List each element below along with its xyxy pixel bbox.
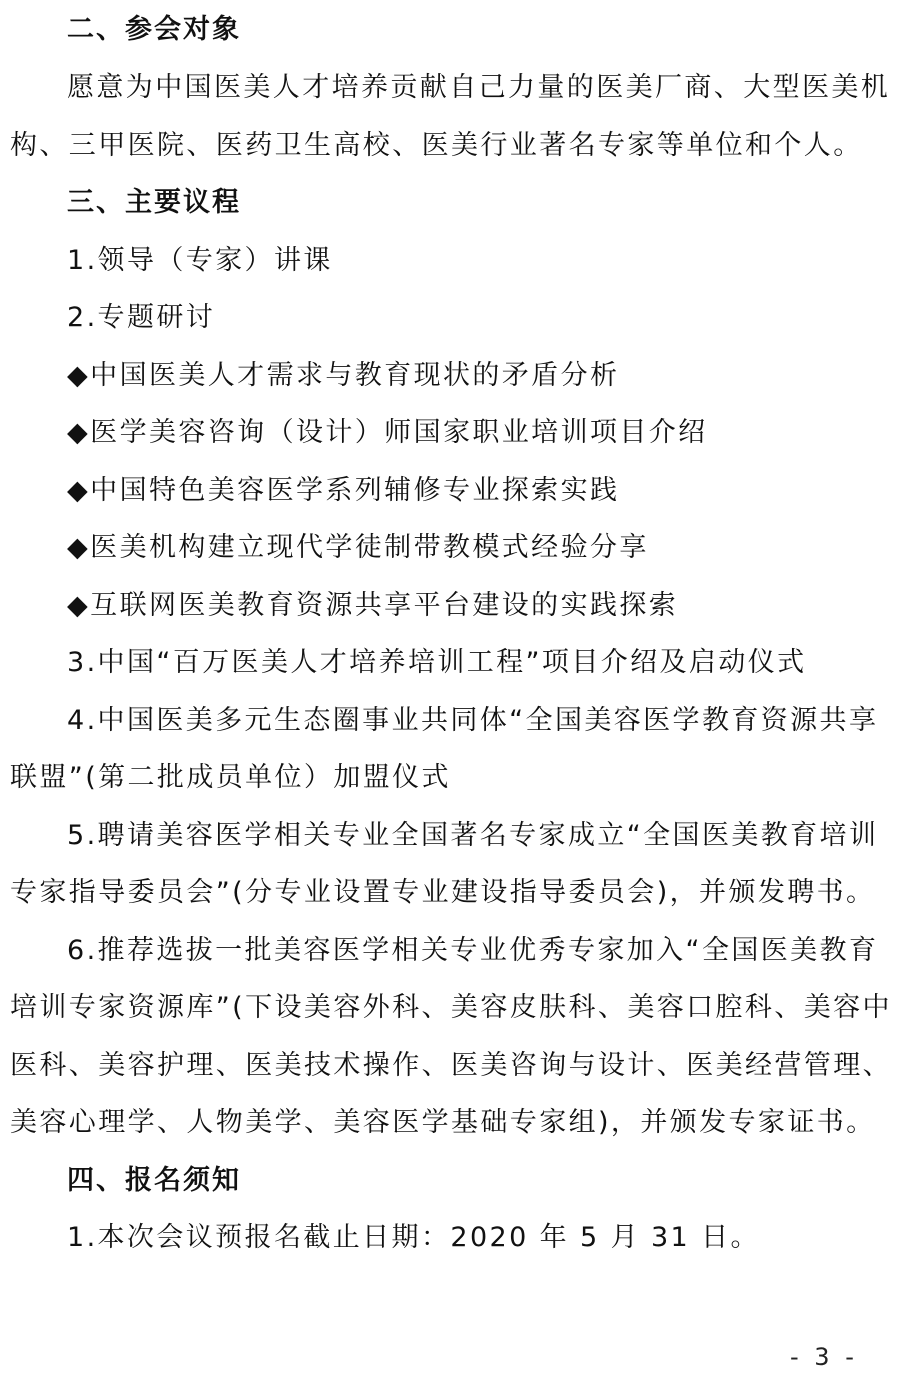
participants-paragraph-line-2: 构、三甲医院、医药卫生高校、医美行业著名专家等单位和个人。 [10,130,863,161]
agenda-item-1: 1.领导（专家）讲课 [67,245,333,276]
agenda-topic-5: ◆互联网医美教育资源共享平台建设的实践探索 [67,590,679,621]
section-heading-participants: 二、参会对象 [67,14,241,45]
page-number: - 3 - [790,1343,858,1371]
agenda-topic-3: ◆中国特色美容医学系列辅修专业探索实践 [67,475,620,506]
agenda-item-5-line-2: 专家指导委员会”(分专业设置专业建设指导委员会)，并颁发聘书。 [10,877,876,908]
participants-paragraph-line-1: 愿意为中国医美人才培养贡献自己力量的医美厂商、大型医美机 [67,72,891,103]
agenda-topic-1: ◆中国医美人才需求与教育现状的矛盾分析 [67,360,620,391]
agenda-item-6-line-2: 培训专家资源库”(下设美容外科、美容皮肤科、美容口腔科、美容中 [10,992,892,1023]
agenda-topic-4: ◆医美机构建立现代学徒制带教模式经验分享 [67,532,649,563]
agenda-item-6-line-1: 6.推荐选拔一批美容医学相关专业优秀专家加入“全国医美教育 [67,935,879,966]
registration-item-1: 1.本次会议预报名截止日期：2020 年 5 月 31 日。 [67,1222,760,1253]
agenda-item-3: 3.中国“百万医美人才培养培训工程”项目介绍及启动仪式 [67,647,807,678]
agenda-item-2: 2.专题研讨 [67,302,216,333]
agenda-topic-2: ◆医学美容咨询（设计）师国家职业培训项目介绍 [67,417,708,448]
agenda-item-4-line-1: 4.中国医美多元生态圈事业共同体“全国美容医学教育资源共享 [67,705,879,736]
agenda-item-6-line-3: 医科、美容护理、医美技术操作、医美咨询与设计、医美经营管理、 [10,1050,892,1081]
agenda-item-4-line-2: 联盟”(第二批成员单位）加盟仪式 [10,762,451,793]
section-heading-agenda: 三、主要议程 [67,187,241,218]
agenda-item-5-line-1: 5.聘请美容医学相关专业全国著名专家成立“全国医美教育培训 [67,820,879,851]
section-heading-registration: 四、报名须知 [67,1165,241,1196]
agenda-item-6-line-4: 美容心理学、人物美学、美容医学基础专家组)，并颁发专家证书。 [10,1107,876,1138]
